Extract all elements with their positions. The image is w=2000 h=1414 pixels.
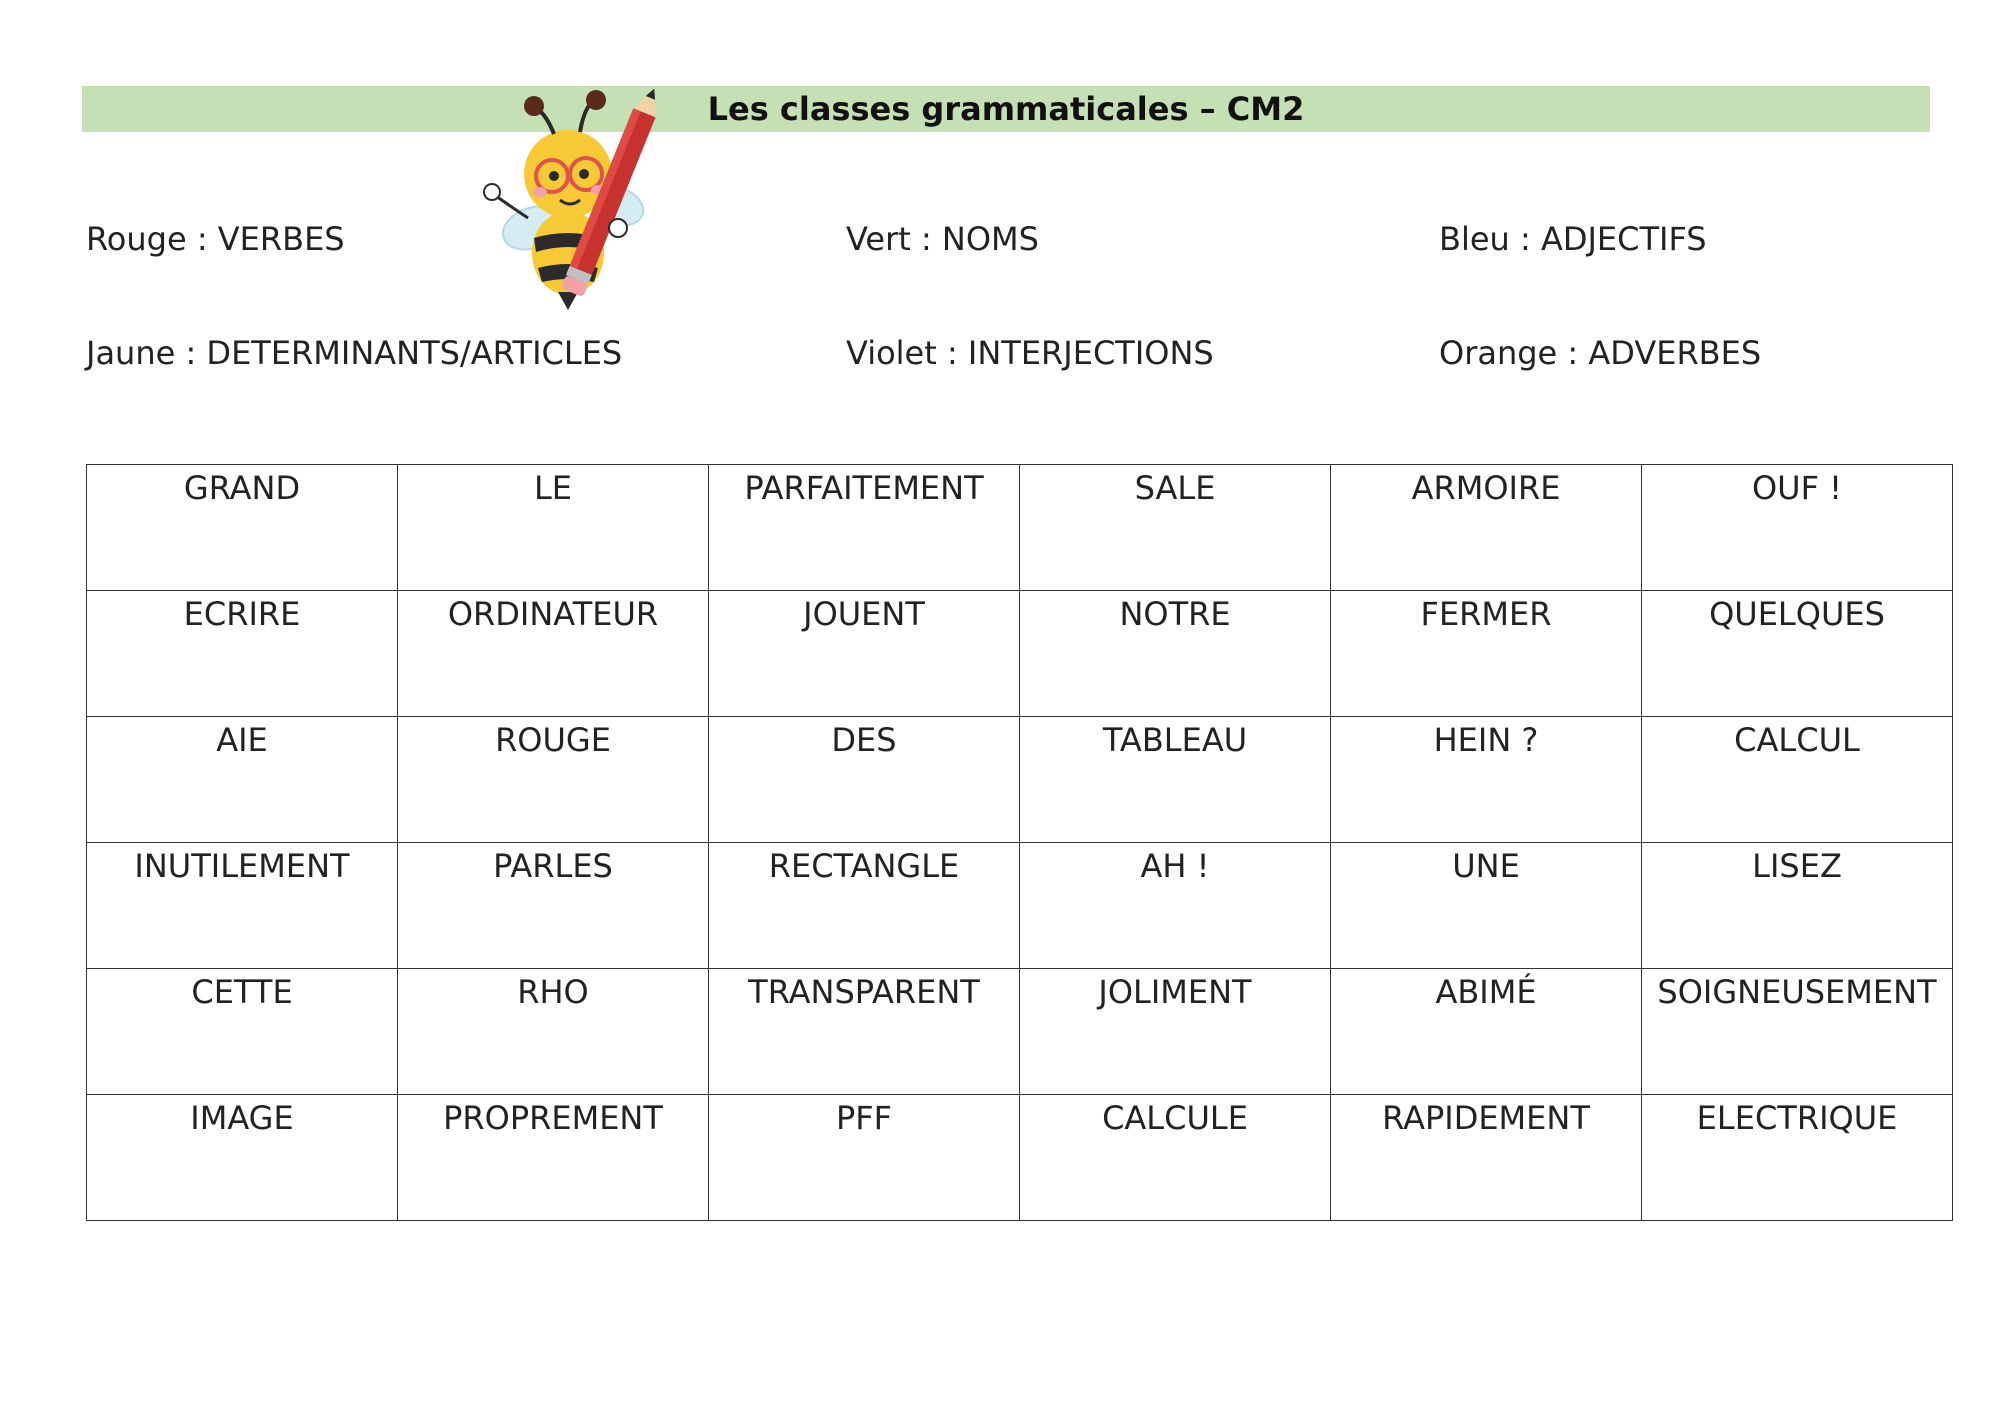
bee-with-pencil-icon: [470, 88, 700, 312]
word-cell[interactable]: PROPREMENT: [398, 1095, 709, 1221]
word-grid: [86, 464, 1953, 1221]
word-cell[interactable]: SOIGNEUSEMENT: [1642, 969, 1953, 1095]
word-cell[interactable]: QUELQUES: [1642, 591, 1953, 717]
word-cell[interactable]: RECTANGLE: [709, 843, 1020, 969]
word-cell[interactable]: LISEZ: [1642, 843, 1953, 969]
legend-interjections: Violet : INTERJECTIONS: [846, 334, 1214, 372]
word-cell[interactable]: ROUGE: [398, 717, 709, 843]
word-cell[interactable]: TABLEAU: [1020, 717, 1331, 843]
legend-verbes: Rouge : VERBES: [86, 220, 345, 258]
word-cell[interactable]: PARFAITEMENT: [709, 465, 1020, 591]
table-row: [87, 717, 1953, 843]
word-cell[interactable]: CETTE: [87, 969, 398, 1095]
legend-determinants: Jaune : DETERMINANTS/ARTICLES: [86, 334, 623, 372]
title-bar: [82, 86, 1930, 132]
word-cell[interactable]: PFF: [709, 1095, 1020, 1221]
word-cell[interactable]: CALCULE: [1020, 1095, 1331, 1221]
word-cell[interactable]: HEIN ?: [1331, 717, 1642, 843]
word-cell[interactable]: AIE: [87, 717, 398, 843]
word-cell[interactable]: ECRIRE: [87, 591, 398, 717]
table-row: [87, 465, 1953, 591]
word-cell[interactable]: NOTRE: [1020, 591, 1331, 717]
legend-adverbes: Orange : ADVERBES: [1439, 334, 1762, 372]
table-row: [87, 969, 1953, 1095]
word-cell[interactable]: ABIMÉ: [1331, 969, 1642, 1095]
legend-adjectifs: Bleu : ADJECTIFS: [1439, 220, 1707, 258]
word-cell[interactable]: CALCUL: [1642, 717, 1953, 843]
word-cell[interactable]: ARMOIRE: [1331, 465, 1642, 591]
word-cell[interactable]: UNE: [1331, 843, 1642, 969]
word-cell[interactable]: SALE: [1020, 465, 1331, 591]
word-cell[interactable]: TRANSPARENT: [709, 969, 1020, 1095]
word-cell[interactable]: IMAGE: [87, 1095, 398, 1221]
table-row: [87, 1095, 1953, 1221]
word-cell[interactable]: RHO: [398, 969, 709, 1095]
word-cell[interactable]: LE: [398, 465, 709, 591]
table-row: [87, 591, 1953, 717]
word-cell[interactable]: JOUENT: [709, 591, 1020, 717]
word-cell[interactable]: AH !: [1020, 843, 1331, 969]
table-row: [87, 843, 1953, 969]
word-cell[interactable]: INUTILEMENT: [87, 843, 398, 969]
word-cell[interactable]: FERMER: [1331, 591, 1642, 717]
legend-noms: Vert : NOMS: [846, 220, 1039, 258]
word-cell[interactable]: PARLES: [398, 843, 709, 969]
word-cell[interactable]: ELECTRIQUE: [1642, 1095, 1953, 1221]
word-cell[interactable]: JOLIMENT: [1020, 969, 1331, 1095]
word-cell[interactable]: OUF !: [1642, 465, 1953, 591]
word-cell[interactable]: RAPIDEMENT: [1331, 1095, 1642, 1221]
word-cell[interactable]: GRAND: [87, 465, 398, 591]
word-cell[interactable]: ORDINATEUR: [398, 591, 709, 717]
word-cell[interactable]: DES: [709, 717, 1020, 843]
page-title: Les classes grammaticales – CM2: [707, 90, 1305, 128]
